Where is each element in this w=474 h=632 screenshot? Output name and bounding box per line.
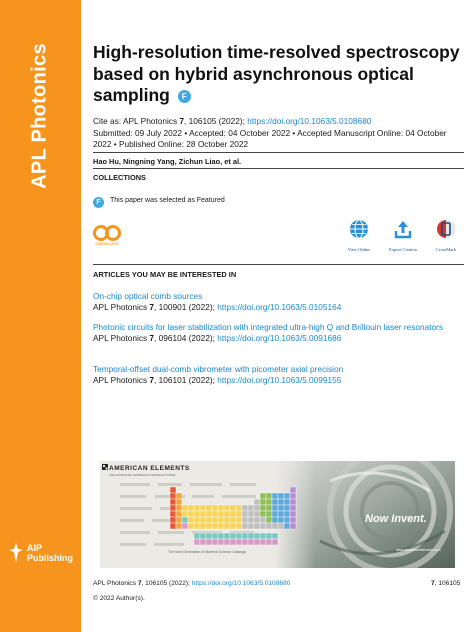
page-reference bbox=[431, 580, 460, 587]
citation-block bbox=[93, 116, 464, 151]
featured-notice bbox=[93, 197, 225, 209]
footer-doi-link[interactable]: https://doi.org/10.1063/5.0108680 bbox=[191, 580, 291, 587]
page-number: , 106105 bbox=[434, 580, 461, 587]
featured-text: This paper was selected as Featured bbox=[110, 197, 225, 204]
related-article-doi[interactable]: https://doi.org/10.1063/5.0091686 bbox=[217, 333, 342, 344]
related-article-volume: 7 bbox=[149, 302, 155, 313]
footer-volume: 7 bbox=[137, 580, 142, 587]
doi-link[interactable]: https://doi.org/10.1063/5.0108680 bbox=[247, 116, 372, 126]
divider bbox=[93, 264, 464, 265]
related-article-ref: , 096104 (2022); bbox=[154, 333, 218, 344]
related-articles-heading: ARTICLES YOU MAY BE INTERESTED IN bbox=[93, 270, 237, 279]
related-article-title[interactable]: Photonic circuits for laser stabilization with integrated ultra-high Q and Brillouin laser resonators bbox=[93, 322, 444, 332]
related-article-ref: , 106101 (2022); bbox=[154, 375, 218, 386]
authors[interactable]: Hao Hu, Ningning Yang, Zichun Liao, et al. bbox=[93, 157, 242, 166]
related-article-journal: APL Photonics bbox=[93, 302, 150, 313]
related-article-doi[interactable]: https://doi.org/10.1063/5.0099155 bbox=[217, 375, 342, 386]
journal-name: APL Photonics bbox=[28, 43, 51, 189]
cite-rest: , 106105 (2022); bbox=[184, 116, 248, 126]
aip-publishing-logo[interactable] bbox=[9, 543, 73, 568]
ad-caption: The Next Generation of Material Science Catalogs bbox=[168, 550, 247, 554]
related-article bbox=[93, 364, 464, 387]
aip-logo-icon bbox=[9, 543, 23, 563]
crossmark-icon bbox=[436, 219, 456, 239]
article-title[interactable]: High-resolution time-resolved spectroscopy based on hybrid asynchronous optical sampling bbox=[93, 42, 460, 105]
related-article bbox=[93, 322, 464, 345]
export-icon bbox=[393, 219, 413, 239]
cite-label: Cite as: APL Photonics bbox=[93, 116, 180, 126]
related-article-title[interactable]: Temporal-offset dual-comb vibrometer with picometer axial precision bbox=[93, 364, 344, 374]
related-article-volume: 7 bbox=[149, 375, 155, 386]
publication-dates: Submitted: 09 July 2022 • Accepted: 04 October 2022 • Accepted Manuscript Online: 04 October 2022 • Published Online: 28 October 2022 bbox=[93, 127, 447, 149]
ad-tagline: THE ADVANCED MATERIALS MANUFACTURER bbox=[109, 473, 176, 477]
divider bbox=[93, 152, 464, 153]
related-article-journal: APL Photonics bbox=[93, 333, 150, 344]
aip-logo-text: AIP Publishing bbox=[27, 543, 73, 563]
featured-icon[interactable]: F bbox=[178, 90, 191, 103]
article-title-block bbox=[93, 42, 464, 107]
related-article bbox=[93, 291, 464, 314]
crossmark-button[interactable] bbox=[426, 219, 466, 252]
export-citation-label: Export Citation bbox=[389, 247, 417, 252]
divider bbox=[93, 168, 464, 169]
related-article-title[interactable]: On-chip optical comb sources bbox=[93, 291, 203, 301]
export-citation-button[interactable] bbox=[383, 219, 423, 252]
footer-citation bbox=[93, 580, 290, 587]
open-access-label: openaccess bbox=[95, 241, 120, 246]
globe-icon bbox=[349, 219, 369, 239]
view-online-button[interactable] bbox=[339, 219, 379, 252]
view-online-label: View Online bbox=[347, 247, 371, 252]
cite-volume: 7 bbox=[179, 116, 185, 126]
related-article-ref: , 100901 (2022); bbox=[154, 302, 218, 313]
journal-sidebar bbox=[0, 0, 81, 632]
ad-brand: AMERICAN ELEMENTS bbox=[109, 465, 190, 472]
crossmark-label: CrossMark bbox=[436, 247, 456, 252]
related-article-volume: 7 bbox=[149, 333, 155, 344]
related-article-journal: APL Photonics bbox=[93, 375, 150, 386]
related-article-doi[interactable]: https://doi.org/10.1063/5.0105164 bbox=[217, 302, 342, 313]
footer-ref: , 106105 (2022); bbox=[141, 580, 192, 587]
featured-icon[interactable]: F bbox=[93, 197, 104, 208]
page-volume: 7 bbox=[431, 580, 435, 587]
advertisement-banner[interactable] bbox=[100, 461, 455, 568]
footer-journal: APL Photonics bbox=[93, 580, 138, 587]
open-access-icon bbox=[93, 224, 123, 242]
collections-heading: COLLECTIONS bbox=[93, 173, 146, 182]
ad-slogan: Now Invent. bbox=[365, 513, 427, 525]
copyright: © 2022 Author(s). bbox=[93, 595, 145, 602]
ad-url[interactable]: www.americanelements.com bbox=[396, 548, 441, 552]
